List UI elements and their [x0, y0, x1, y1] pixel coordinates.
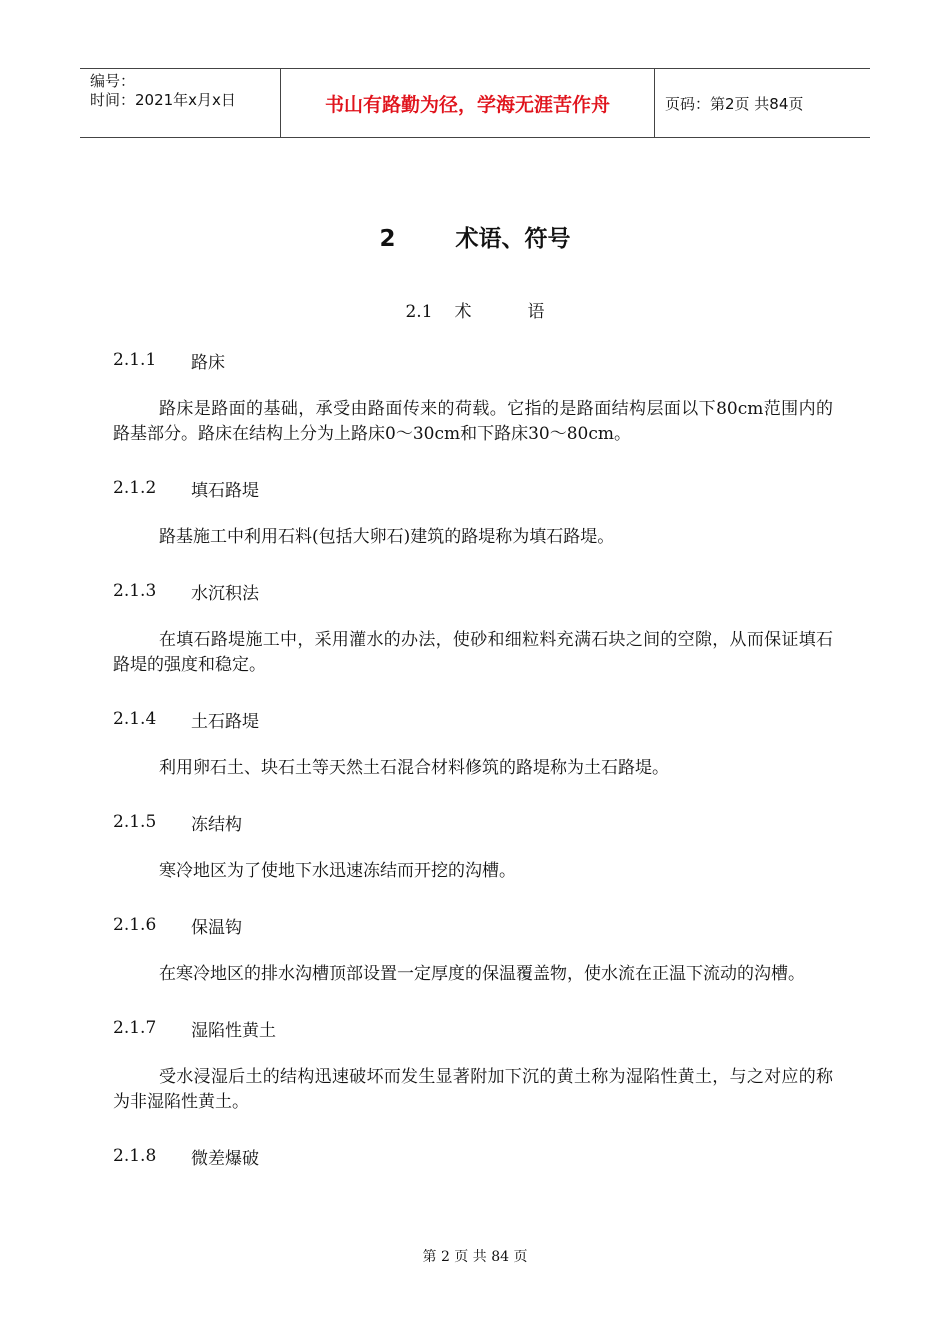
document-number-label: 编号： — [90, 72, 136, 90]
term-number: 2.1.1 — [113, 350, 157, 370]
term-heading — [113, 910, 833, 940]
page-header — [80, 68, 870, 138]
term-name: 土石路堤 — [191, 711, 259, 732]
page-footer: 第 2 页 共 84 页 — [422, 1249, 528, 1265]
term-name: 路床 — [191, 352, 225, 373]
document-time-label: 时间：2021年x月x日 — [90, 91, 236, 109]
term-name: 水沉积法 — [191, 583, 259, 604]
term-number: 2.1.8 — [113, 1146, 157, 1166]
term-heading — [113, 1013, 833, 1043]
chapter-title: 术语、符号 — [455, 226, 571, 252]
term-description: 寒冷地区为了使地下水迅速冻结而开挖的沟槽。 — [159, 861, 516, 881]
term-number: 2.1.2 — [113, 478, 157, 498]
term-description: 路床是路面的基础，承受由路面传来的荷载。它指的是路面结构层面以下80cm范围内的路基部分。路床在结构上分为上路床0～30cm和下路床30～80cm。 — [113, 399, 833, 444]
term-number: 2.1.7 — [113, 1018, 157, 1038]
term-name: 保温钩 — [191, 917, 242, 938]
term-name: 冻结构 — [191, 814, 242, 835]
term-number: 2.1.6 — [113, 915, 157, 935]
term-name: 湿陷性黄土 — [191, 1020, 276, 1041]
term-number: 2.1.4 — [113, 709, 157, 729]
term-heading — [113, 473, 833, 503]
term-heading — [113, 807, 833, 837]
term-heading — [113, 345, 833, 375]
term-heading — [113, 704, 833, 734]
term-name: 填石路堤 — [191, 480, 259, 501]
chapter-number: 2 — [379, 226, 396, 252]
term-description: 受水浸湿后土的结构迅速破坏而发生显著附加下沉的黄土称为湿陷性黄土，与之对应的称为非湿陷性黄土。 — [113, 1067, 833, 1112]
term-heading — [113, 1141, 833, 1171]
term-name: 微差爆破 — [191, 1148, 259, 1169]
section-title-part2: 语 — [527, 302, 545, 322]
term-heading — [113, 576, 833, 606]
chapter-heading — [0, 220, 950, 253]
term-description: 利用卵石土、块石土等天然土石混合材料修筑的路堤称为土石路堤。 — [159, 758, 669, 778]
term-description: 在寒冷地区的排水沟槽顶部设置一定厚度的保温覆盖物，使水流在正温下流动的沟槽。 — [159, 964, 805, 984]
header-motto: 书山有路勤为径，学海无涯苦作舟 — [281, 69, 655, 137]
term-number: 2.1.3 — [113, 581, 157, 601]
term-number: 2.1.5 — [113, 812, 157, 832]
section-number: 2.1 — [405, 302, 433, 322]
term-description: 路基施工中利用石料(包括大卵石)建筑的路堤称为填石路堤。 — [159, 527, 615, 547]
terms-content — [113, 345, 833, 1193]
section-title-part1: 术 — [454, 302, 472, 322]
header-meta-cell — [80, 69, 281, 137]
section-heading — [0, 297, 950, 322]
term-description: 在填石路堤施工中，采用灌水的办法，使砂和细粒料充满石块之间的空隙，从而保证填石路堤的强度和稳定。 — [113, 630, 833, 675]
header-page-label: 页码：第2页 共84页 — [665, 94, 804, 113]
